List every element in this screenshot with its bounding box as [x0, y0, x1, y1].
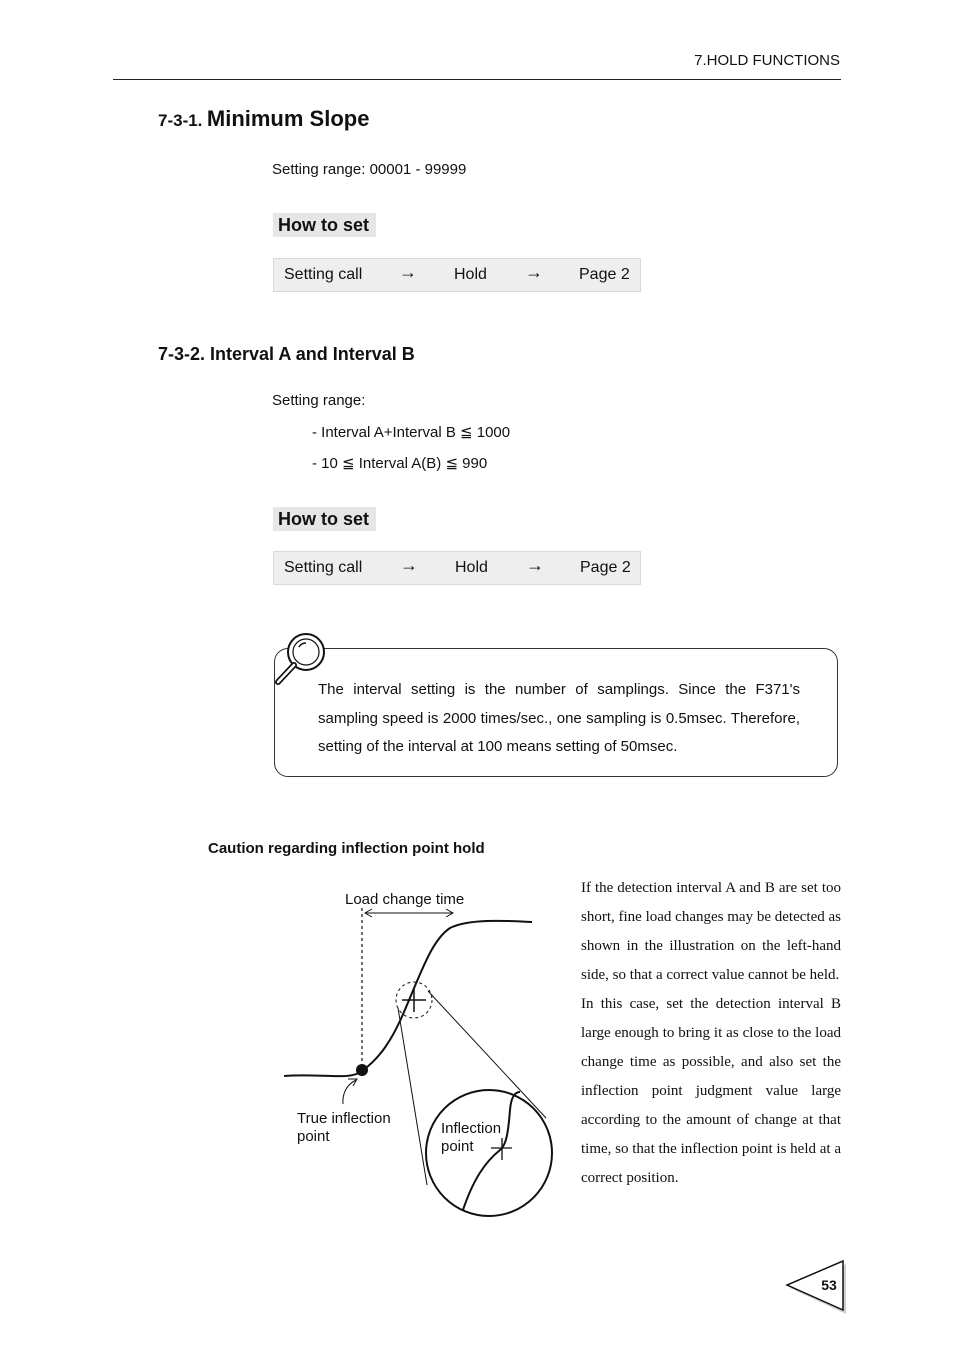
menu-path-step: Page 2	[579, 266, 630, 283]
inflection-point-diagram	[280, 880, 570, 1225]
label-line: point	[441, 1138, 474, 1155]
load-curve	[284, 921, 532, 1076]
caution-paragraph: If the detection interval A and B are set too short, fine load changes may be detected as shown in the illustration on the left-hand side, so that a correct value cannot be held.	[581, 880, 841, 983]
menu-path-step: Hold	[455, 559, 488, 576]
range-item: - Interval A+Interval B ≦ 1000	[312, 424, 511, 441]
header-divider	[113, 79, 841, 80]
arrow-right-icon: →	[400, 555, 418, 575]
section-heading-minimum-slope	[158, 106, 369, 132]
caution-body	[581, 874, 841, 1193]
menu-path-step: Setting call	[284, 559, 363, 576]
arrow-right-icon: →	[525, 262, 543, 282]
setting-range-text: Setting range: 00001 - 99999	[272, 161, 467, 178]
menu-path-step: Page 2	[580, 559, 631, 576]
menu-path-step: Setting call	[284, 266, 363, 283]
section-heading-interval: 7-3-2. Interval A and Interval B	[158, 344, 415, 364]
page-number: 53	[821, 1277, 837, 1293]
range-item: - 10 ≦ Interval A(B) ≦ 990	[312, 455, 488, 472]
note-text: The interval setting is the number of samplings. Since the F371's sampling speed is 2000 times/sec., one sampling is 0.5msec. Therefore, setting of the interval at 100 means setting of 50msec.	[318, 681, 800, 755]
arrow-right-icon: →	[399, 262, 417, 282]
menu-path-box	[273, 551, 641, 585]
label-line: point	[297, 1128, 330, 1145]
running-header: 7.HOLD FUNCTIONS	[694, 52, 840, 69]
inflection-point-label	[441, 1120, 501, 1156]
caution-paragraph: In this case, set the detection interval B large enough to bring it as close to the load change time as possible, and also set the inflection point judgment value large according to the amount of change at that time, so that the inflection point is held at a correct position.	[581, 996, 841, 1186]
section-number: 7-3-1.	[158, 111, 203, 130]
menu-path-step: Hold	[454, 266, 487, 283]
menu-path-box	[273, 258, 641, 292]
setting-range-label: Setting range:	[272, 392, 366, 409]
how-to-set-label: How to set	[273, 507, 376, 531]
label-line: True inflection	[297, 1110, 391, 1127]
section-title: Minimum Slope	[206, 106, 370, 131]
true-inflection-dot	[356, 1064, 368, 1076]
caution-heading: Caution regarding inflection point hold	[208, 840, 485, 857]
label-line: Inflection	[441, 1120, 502, 1137]
how-to-set-label: How to set	[273, 213, 376, 237]
load-change-time-label: Load change time	[345, 891, 465, 908]
true-inflection-label	[297, 1110, 391, 1146]
arrow-right-icon: →	[526, 555, 544, 575]
